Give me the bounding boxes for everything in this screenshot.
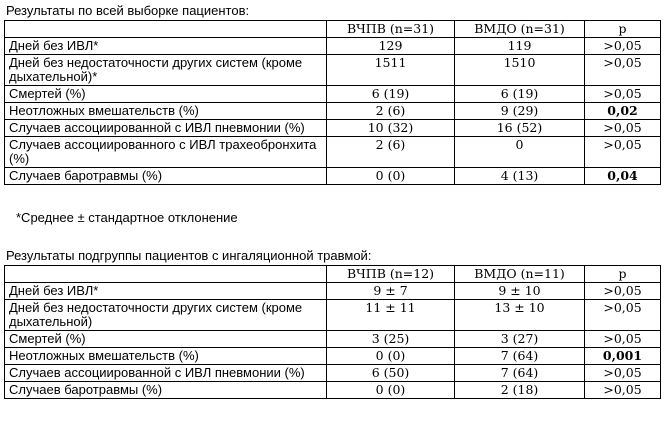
row-label: Случаев ассоциированной с ИВЛ пневмонии (%) [5, 120, 327, 137]
row-label: Дней без недостаточности других систем (кроме дыхательной) [5, 300, 327, 331]
table-row [5, 120, 661, 137]
results-table-inhalation-injury [4, 265, 661, 399]
row-label: Смертей (%) [5, 331, 327, 348]
table1-footnote: *Среднее ± стандартное отклонение [16, 210, 238, 225]
row-label: Дней без недостаточности других систем (кроме дыхательной)* [5, 55, 327, 86]
table-cell: >0,05 [585, 283, 661, 300]
table-cell: 0 (0) [327, 348, 455, 365]
significant-p-value: 0,02 [585, 103, 661, 120]
significant-p-value: 0,04 [585, 168, 661, 185]
table-cell: 6 (19) [327, 86, 455, 103]
table-cell: 1511 [327, 55, 455, 86]
table-row [5, 38, 661, 55]
table-cell: 119 [455, 38, 585, 55]
table-cell: 9 ± 7 [327, 283, 455, 300]
row-label: Дней без ИВЛ* [5, 38, 327, 55]
table-row [5, 55, 661, 86]
results-table-all-patients [4, 20, 661, 185]
table-cell: 9 (29) [455, 103, 585, 120]
table-row [5, 348, 661, 365]
table-cell: 13 ± 10 [455, 300, 585, 331]
row-label: Неотложных вмешательств (%) [5, 348, 327, 365]
table-cell: 2 (6) [327, 137, 455, 168]
table-cell: 10 (32) [327, 120, 455, 137]
row-label: Неотложных вмешательств (%) [5, 103, 327, 120]
header-cell: p [585, 266, 661, 283]
table-row [5, 331, 661, 348]
table-cell: 0 (0) [327, 168, 455, 185]
header-cell: ВЧПВ (n=31) [327, 21, 455, 38]
table1-caption: Результаты по всей выборке пациентов: [6, 3, 250, 18]
header-cell: ВМДО (n=11) [455, 266, 585, 283]
table-cell: 11 ± 11 [327, 300, 455, 331]
table-row [5, 86, 661, 103]
table-cell: 129 [327, 38, 455, 55]
table2-caption: Результаты подгруппы пациентов с ингаляционной травмой: [6, 248, 372, 263]
table-cell: 0 (0) [327, 382, 455, 399]
table-header-row [5, 21, 661, 38]
table-cell: 16 (52) [455, 120, 585, 137]
table-row [5, 137, 661, 168]
row-label: Дней без ИВЛ* [5, 283, 327, 300]
table-cell: 9 ± 10 [455, 283, 585, 300]
table-cell: 2 (18) [455, 382, 585, 399]
table-cell: 2 (6) [327, 103, 455, 120]
row-label: Смертей (%) [5, 86, 327, 103]
table-cell: 6 (50) [327, 365, 455, 382]
table-cell: 3 (27) [455, 331, 585, 348]
table-cell: 3 (25) [327, 331, 455, 348]
row-label: Случаев баротравмы (%) [5, 382, 327, 399]
table-cell: 7 (64) [455, 365, 585, 382]
row-label: Случаев ассоциированной с ИВЛ пневмонии (%) [5, 365, 327, 382]
header-cell [5, 266, 327, 283]
table-cell: >0,05 [585, 120, 661, 137]
table-cell: >0,05 [585, 365, 661, 382]
table-cell: 4 (13) [455, 168, 585, 185]
table-cell: >0,05 [585, 38, 661, 55]
table-row [5, 382, 661, 399]
table-cell: 6 (19) [455, 86, 585, 103]
table-cell: 1510 [455, 55, 585, 86]
significant-p-value: 0,001 [585, 348, 661, 365]
table-cell: >0,05 [585, 331, 661, 348]
table-row [5, 365, 661, 382]
table-row [5, 300, 661, 331]
table-cell: >0,05 [585, 382, 661, 399]
header-cell: ВМДО (n=31) [455, 21, 585, 38]
table-cell: >0,05 [585, 300, 661, 331]
header-cell [5, 21, 327, 38]
row-label: Случаев баротравмы (%) [5, 168, 327, 185]
header-cell: ВЧПВ (n=12) [327, 266, 455, 283]
table-cell: >0,05 [585, 86, 661, 103]
table-cell: >0,05 [585, 55, 661, 86]
row-label: Случаев ассоциированного с ИВЛ трахеобронхита (%) [5, 137, 327, 168]
table-row [5, 168, 661, 185]
table-cell: 0 [455, 137, 585, 168]
table-cell: >0,05 [585, 137, 661, 168]
header-cell: p [585, 21, 661, 38]
table-row [5, 283, 661, 300]
table-header-row [5, 266, 661, 283]
table-row [5, 103, 661, 120]
table-cell: 7 (64) [455, 348, 585, 365]
